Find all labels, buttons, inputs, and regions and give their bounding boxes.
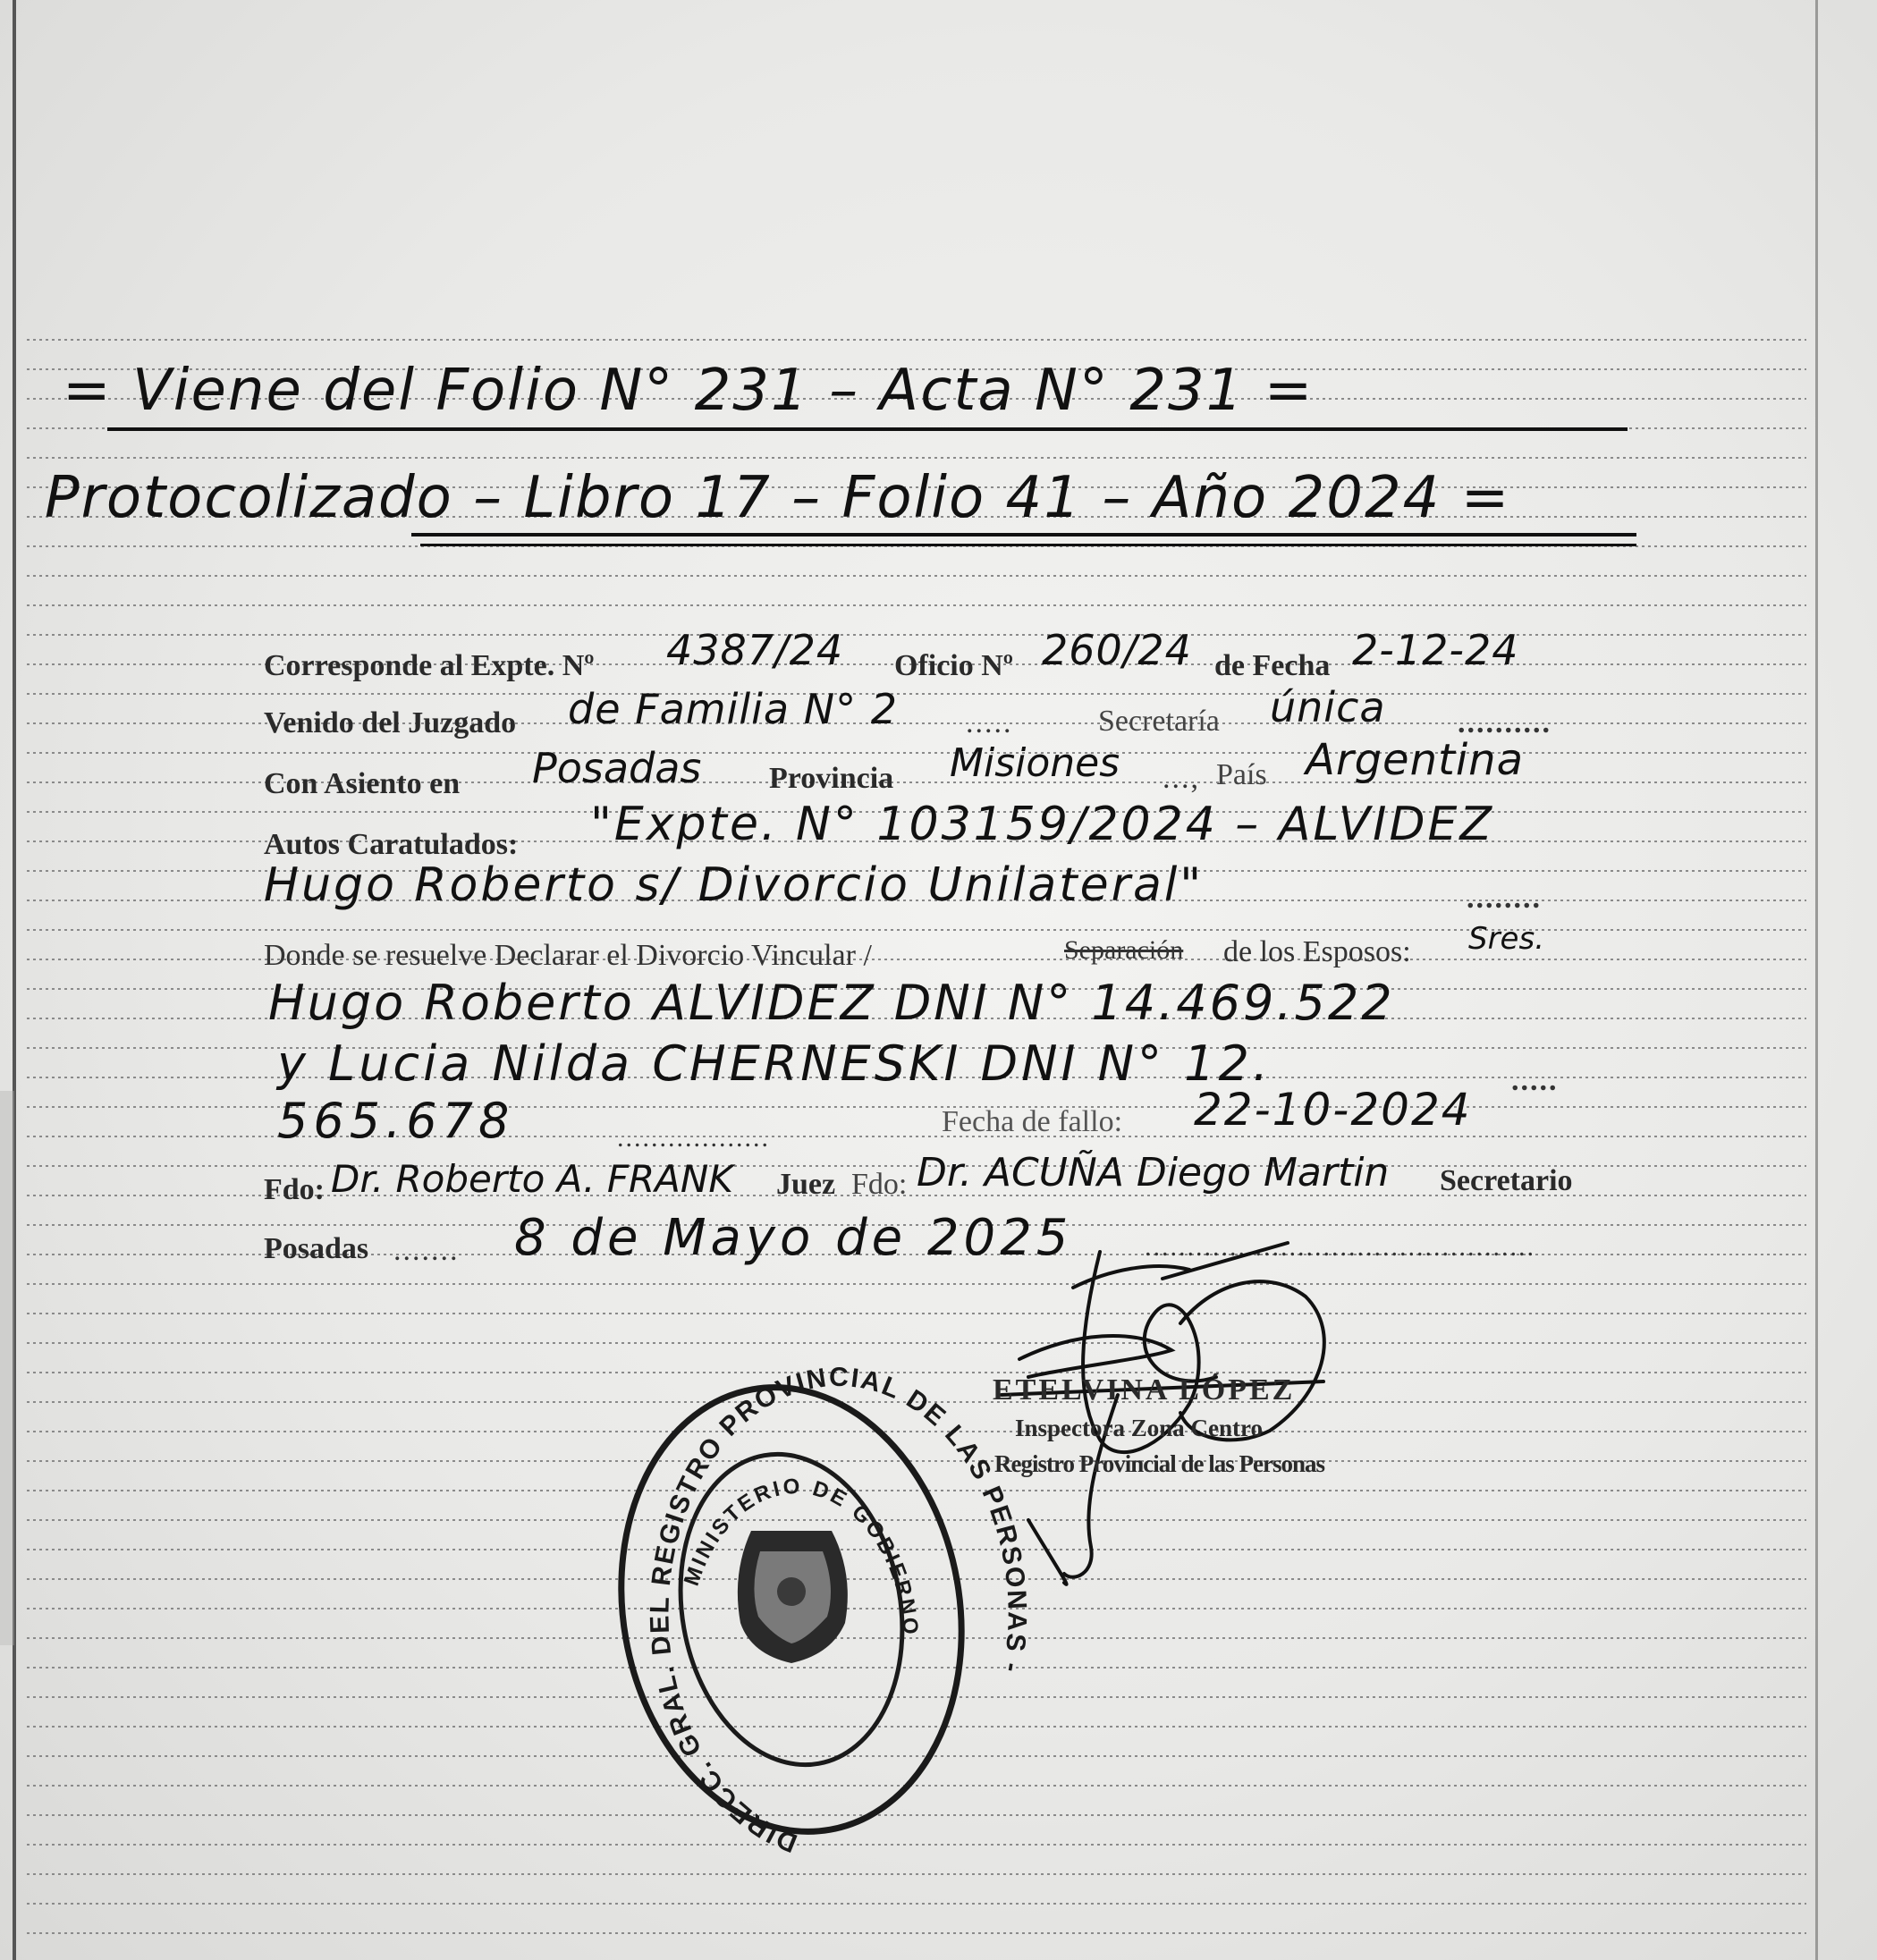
seal-inner-text: MINISTERIO DE GOBIERNO xyxy=(679,1474,923,1638)
secretaria-label: Secretaría xyxy=(1098,705,1220,738)
pais-label: País xyxy=(1216,758,1267,791)
provincia-value: Misiones xyxy=(950,740,1120,786)
fdo-secretario-value: Dr. ACUÑA Diego Martin xyxy=(917,1150,1390,1195)
oficio-value: 260/24 xyxy=(1042,626,1192,674)
fecha-label: de Fecha xyxy=(1214,649,1331,682)
dots: ..., xyxy=(1163,762,1200,795)
fdo2-label: Fdo: xyxy=(851,1168,908,1201)
fallo-label: Fecha de fallo: xyxy=(942,1105,1123,1138)
juez-label: Juez xyxy=(776,1168,836,1201)
signatory-office: Registro Provincial de las Personas xyxy=(994,1450,1324,1477)
resuelve-label-1: Donde se resuelve Declarar el Divorcio Vincular / xyxy=(264,939,872,972)
fallo-value: 22-10-2024 xyxy=(1194,1084,1472,1136)
esposos-line-1: Hugo Roberto ALVIDEZ DNI N° 14.469.522 xyxy=(268,975,1395,1031)
pais-value: Argentina xyxy=(1306,735,1524,785)
esposos-line-3: 565.678 xyxy=(277,1093,515,1149)
dots: ..... xyxy=(966,706,1013,739)
signatory-name: ETELVINA LÓPEZ xyxy=(993,1373,1296,1407)
esposos-line-2: y Lucia Nilda CHERNESKI DNI N° 12. xyxy=(277,1035,1272,1092)
autos-value-1: "Expte. N° 103159/2024 – ALVIDEZ xyxy=(590,798,1495,851)
juzgado-label: Venido del Juzgado xyxy=(264,706,517,739)
signatory-role: Inspectora Zona Centro xyxy=(1015,1415,1264,1441)
autos-label: Autos Caratulados: xyxy=(264,828,519,861)
header-line-1: = Viene del Folio N° 231 – Acta N° 231 = xyxy=(63,358,1315,424)
dots: ....... xyxy=(393,1234,460,1267)
asiento-label: Con Asiento en xyxy=(264,767,461,800)
header-line-2: Protocolizado – Libro 17 – Folio 41 – Año 2024 = xyxy=(45,465,1511,531)
fecha-value: 2-12-24 xyxy=(1352,626,1519,674)
asiento-value: Posadas xyxy=(532,744,702,792)
dots: .............................................. xyxy=(1145,1232,1535,1262)
secretaria-value: única xyxy=(1270,683,1386,731)
fdo-juez-value: Dr. Roberto A. FRANK xyxy=(331,1157,733,1201)
dots: ..... xyxy=(1511,1064,1559,1097)
juzgado-value: de Familia N° 2 xyxy=(568,685,899,733)
secretario-label: Secretario xyxy=(1440,1164,1573,1197)
fdo-label: Fdo: xyxy=(264,1173,325,1206)
autos-value-2: Hugo Roberto s/ Divorcio Unilateral" xyxy=(264,858,1205,912)
expte-label: Corresponde al Expte. Nº xyxy=(264,649,595,682)
oficio-label: Oficio Nº xyxy=(894,649,1014,682)
dots: .......... xyxy=(1458,706,1551,739)
expte-value: 4387/24 xyxy=(666,626,844,674)
resuelve-label-2: de los Esposos: xyxy=(1223,935,1411,968)
dots: ........ xyxy=(1467,882,1542,915)
provincia-label: Provincia xyxy=(769,762,894,795)
resuelve-label-struck: Separación xyxy=(1064,935,1184,965)
esposos-handwritten: Sres. xyxy=(1468,921,1544,957)
dots: .................. xyxy=(617,1123,770,1153)
lugar-label: Posadas xyxy=(264,1232,369,1265)
seal-outer-text: DIRECC. GRAL. DEL REGISTRO PROVINCIAL DE LAS PERSONAS - xyxy=(645,1362,1032,1858)
lugar-fecha-value: 8 de Mayo de 2025 xyxy=(514,1209,1073,1267)
